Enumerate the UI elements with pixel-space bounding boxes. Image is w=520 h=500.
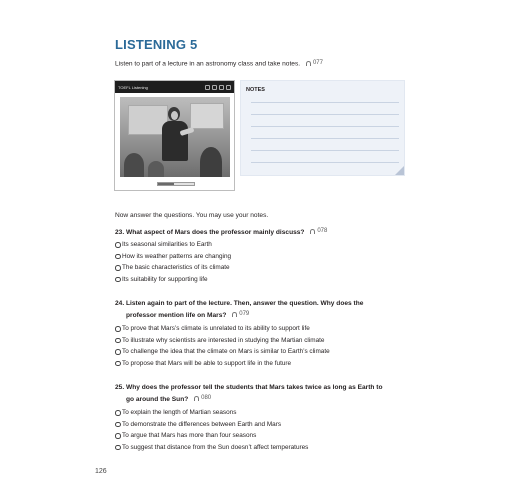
track-number: 080 [201,395,212,401]
video-professor-face [171,111,178,120]
section-title: LISTENING 5 [115,37,198,52]
option-text: To challenge the idea that the climate on Mars is similar to Earth’s climate [122,348,330,356]
answer-option[interactable] [115,251,231,263]
player-controls [205,85,231,90]
video-student-head [148,161,164,177]
answer-option[interactable] [115,335,330,347]
player-toolbar [115,81,234,93]
track-number: 077 [312,60,323,66]
option-text: To demonstrate the differences between Earth and Mars [122,420,282,428]
track-number: 079 [239,311,250,317]
question-text-line1: Listen again to part of the lecture. Then, answer the question. Why does the [126,300,364,307]
player-label: TOEFL Listening [118,84,148,90]
video-student-head [124,153,144,177]
answer-option[interactable] [115,407,308,419]
note-line [251,138,399,139]
question-23-options [115,239,231,285]
instructions: Now answer the questions. You may use your notes. [115,212,269,219]
radio-circle-icon[interactable] [115,242,121,248]
radio-circle-icon[interactable] [115,422,121,428]
radio-circle-icon[interactable] [115,349,121,355]
radio-circle-icon[interactable] [115,254,121,260]
seek-bar-fill [158,183,174,185]
page-number: 126 [95,468,107,475]
question-number: 23. [115,229,125,236]
option-text: To argue that Mars has more than four seasons [122,432,257,440]
question-text-line2: professor mention life on Mars? [126,312,227,319]
headphones-icon [310,229,315,234]
page-curl-icon [395,166,404,175]
audio-track-080[interactable] [194,393,211,404]
question-number: 25. [115,384,125,391]
track-number: 078 [317,228,328,234]
radio-circle-icon[interactable] [115,433,121,439]
video-professor-body [162,121,188,161]
video-player[interactable] [114,80,235,191]
headphones-icon [232,312,237,317]
question-25-options [115,407,308,453]
note-line [251,114,399,115]
option-text: To explain the length of Martian seasons [122,409,237,417]
next-icon[interactable] [226,85,231,90]
answer-option[interactable] [115,419,308,431]
seek-bar[interactable] [157,182,195,186]
radio-circle-icon[interactable] [115,410,121,416]
question-23 [115,226,327,238]
answer-option[interactable] [115,358,330,370]
headphones-icon [194,396,199,401]
help-icon[interactable] [212,85,217,90]
volume-icon[interactable] [205,85,210,90]
option-text: To illustrate why scientists are interested in studying the Martian climate [122,336,325,344]
option-text: Its seasonal similarities to Earth [122,241,212,249]
answer-option[interactable] [115,262,231,274]
headphones-icon [306,61,311,66]
video-student-head [200,147,222,177]
notes-title: NOTES [246,87,265,93]
radio-circle-icon[interactable] [115,445,121,451]
video-board-right [190,103,224,129]
radio-circle-icon[interactable] [115,277,121,283]
question-25 [115,382,407,405]
option-text: To propose that Mars will be able to support life in the future [122,360,292,368]
answer-option[interactable] [115,442,308,454]
intro-text [115,60,323,68]
radio-circle-icon[interactable] [115,265,121,271]
question-24 [115,298,407,321]
ok-icon[interactable] [219,85,224,90]
answer-option[interactable] [115,274,231,286]
note-line [251,102,399,103]
note-line [251,150,399,151]
intro-sentence: Listen to part of a lecture in an astronomy class and take notes. [115,60,301,68]
audio-track-078[interactable] [310,226,327,237]
audio-track-077[interactable] [306,60,323,66]
option-text: To prove that Mars’s climate is unrelated to its ability to support life [122,325,310,333]
option-text: Its suitability for supporting life [122,276,208,284]
option-text: The basic characteristics of its climate [122,264,230,272]
answer-option[interactable] [115,430,308,442]
radio-circle-icon[interactable] [115,326,121,332]
option-text: To suggest that distance from the Sun doesn’t affect temperatures [122,444,309,452]
radio-circle-icon[interactable] [115,338,121,344]
note-line [251,126,399,127]
answer-option[interactable] [115,346,330,358]
question-text-line2: go around the Sun? [126,396,189,403]
question-number: 24. [115,300,125,307]
audio-track-079[interactable] [232,309,249,320]
notes-box[interactable] [240,80,405,176]
option-text: How its weather patterns are changing [122,252,232,260]
lecture-video-frame [120,97,230,177]
radio-circle-icon[interactable] [115,361,121,367]
note-line [251,162,399,163]
question-text-line1: Why does the professor tell the students that Mars takes twice as long as Earth to [126,384,383,391]
question-24-options [115,323,330,369]
answer-option[interactable] [115,239,231,251]
question-text: What aspect of Mars does the professor mainly discuss? [126,229,305,236]
answer-option[interactable] [115,323,330,335]
